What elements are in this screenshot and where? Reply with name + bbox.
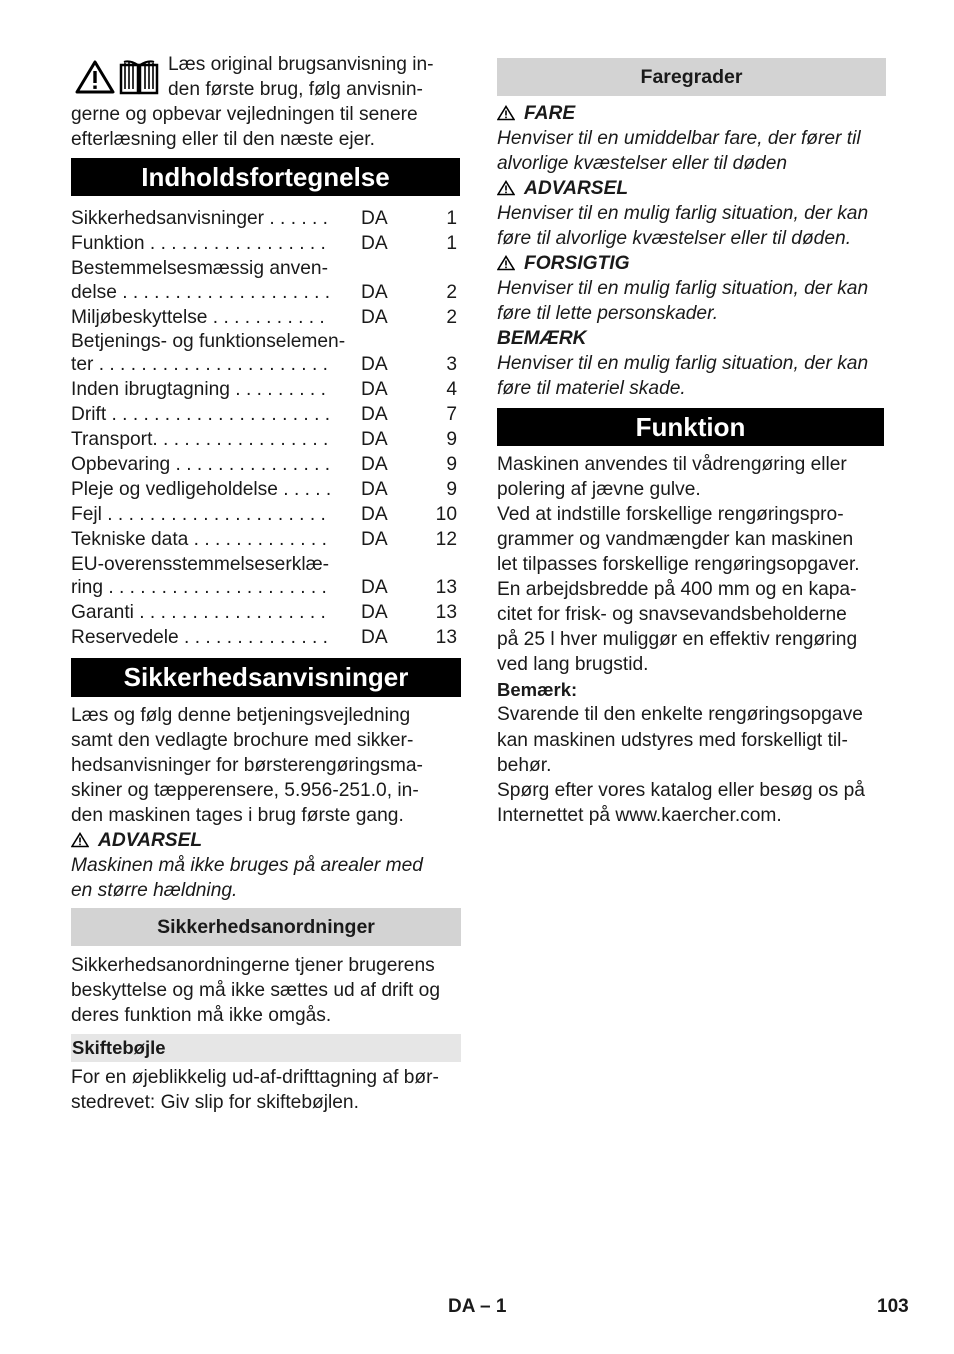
- hazard-heading: Faregrader: [497, 58, 886, 96]
- toc-title: Opbevaring . . . . . . . . . . . . . . .: [71, 454, 331, 475]
- toc-page: 13: [435, 627, 457, 648]
- function-line: polering af jævne gulve.: [497, 479, 701, 500]
- hazard-fare-line: Henviser til en umiddelbar fare, der fører til: [497, 128, 861, 149]
- toc-lang: DA: [361, 602, 388, 623]
- toc-row[interactable]: [71, 502, 461, 527]
- toc-row[interactable]: [71, 352, 461, 377]
- toc-page: 10: [435, 504, 457, 525]
- toc-title: Pleje og vedligeholdelse . . . . .: [71, 479, 332, 500]
- toc-title: Reservedele . . . . . . . . . . . . . .: [71, 627, 328, 648]
- function-line: ved lang brugstid.: [497, 654, 649, 675]
- toc-row[interactable]: [71, 427, 461, 452]
- toc-lang: DA: [361, 379, 388, 400]
- hazard-bemaerk-line: Henviser til en mulig farlig situation, der kan: [497, 353, 869, 374]
- function-line: Maskinen anvendes til vådrengøring eller: [497, 454, 847, 475]
- safety-line: Læs og følg denne betjeningsvejledning: [71, 705, 411, 726]
- forsigtig-label-text: FORSIGTIG: [524, 253, 630, 274]
- switch-line: For en øjeblikkelig ud-af-drifttagning af bør-: [71, 1067, 439, 1088]
- toc-row[interactable]: [71, 329, 461, 354]
- toc-title: Tekniske data . . . . . . . . . . . . .: [71, 529, 327, 550]
- toc-row[interactable]: [71, 256, 461, 281]
- toc-lang: DA: [361, 429, 388, 450]
- toc-lang: DA: [361, 627, 388, 648]
- function-heading: Funktion: [497, 408, 884, 446]
- intro-line: den første brug, følg anvisnin-: [168, 79, 423, 100]
- safety-devices-line: deres funktion må ikke omgås.: [71, 1005, 332, 1026]
- toc-lang: DA: [361, 529, 388, 550]
- toc-page: 1: [446, 208, 457, 229]
- toc-page: 12: [435, 529, 457, 550]
- toc-row[interactable]: [71, 305, 461, 330]
- toc-row[interactable]: [71, 377, 461, 402]
- function-note-line: kan maskinen udstyres med forskelligt til-: [497, 730, 848, 751]
- function-line: på 25 l hver muliggør en effektiv rengøring: [497, 629, 858, 650]
- manual-book-icon: [117, 58, 161, 96]
- toc-page: 1: [446, 233, 457, 254]
- toc-lang: DA: [361, 354, 388, 375]
- warning-triangle-icon: [497, 180, 515, 196]
- function-line: En arbejdsbredde på 400 mm og en kapa-: [497, 579, 857, 600]
- function-note-line: Svarende til den enkelte rengøringsopgave: [497, 704, 863, 725]
- function-line: grammer og vandmængder kan maskinen: [497, 529, 854, 550]
- function-line: Ved at indstille forskellige rengøringspro-: [497, 504, 844, 525]
- hazard-advarsel-line: Henviser til en mulig farlig situation, der kan: [497, 203, 869, 224]
- hazard-bemaerk-label: BEMÆRK: [497, 328, 587, 349]
- intro-line: gerne og opbevar vejledningen til senere: [71, 104, 418, 125]
- toc-lang: DA: [361, 208, 388, 229]
- hazard-fare-line: alvorlige kvæstelser eller til døden: [497, 153, 788, 174]
- safety-heading: Sikkerhedsanvisninger: [71, 658, 461, 697]
- toc-title: Bestemmelsesmæssig anven-: [71, 258, 328, 279]
- toc-row[interactable]: [71, 280, 461, 305]
- safety-line: samt den vedlagte brochure med sikker-: [71, 730, 414, 751]
- toc-row[interactable]: [71, 625, 461, 650]
- toc-page: 9: [446, 429, 457, 450]
- toc-title: ter . . . . . . . . . . . . . . . . . . . . . .: [71, 354, 328, 375]
- switch-line: stedrevet: Giv slip for skiftebøjlen.: [71, 1092, 359, 1113]
- toc-title: Miljøbeskyttelse . . . . . . . . . . .: [71, 307, 325, 328]
- warning-triangle-icon: [75, 60, 115, 94]
- safety-devices-heading: Sikkerhedsanordninger: [71, 908, 461, 946]
- toc-title: ring . . . . . . . . . . . . . . . . . . . . .: [71, 577, 327, 598]
- toc-row[interactable]: [71, 600, 461, 625]
- toc-title: Sikkerhedsanvisninger . . . . . .: [71, 208, 329, 229]
- toc-lang: DA: [361, 233, 388, 254]
- toc-row[interactable]: [71, 452, 461, 477]
- hazard-advarsel-label: [497, 176, 628, 201]
- toc-row[interactable]: [71, 575, 461, 600]
- toc-lang: DA: [361, 454, 388, 475]
- toc-page: 9: [446, 454, 457, 475]
- toc-row[interactable]: [71, 231, 461, 256]
- hazard-forsigtig-label: [497, 251, 630, 276]
- function-note-line: behør.: [497, 755, 552, 776]
- toc-row[interactable]: [71, 206, 461, 231]
- intro-line: efterlæsning eller til den næste ejer.: [71, 129, 375, 150]
- toc-title: Betjenings- og funktionselemen-: [71, 331, 346, 352]
- toc-page: 13: [435, 602, 457, 623]
- hazard-bemaerk-line: føre til materiel skade.: [497, 378, 686, 399]
- switch-heading: Skiftebøjle: [71, 1034, 461, 1062]
- toc-title: Drift . . . . . . . . . . . . . . . . . . . . .: [71, 404, 331, 425]
- warning-triangle-icon: [497, 105, 515, 121]
- toc-lang: DA: [361, 282, 388, 303]
- hazard-fare-label: [497, 101, 575, 126]
- toc-page: 3: [446, 354, 457, 375]
- warning-triangle-icon: [497, 255, 515, 271]
- toc-title: Garanti . . . . . . . . . . . . . . . . . .: [71, 602, 326, 623]
- toc-title: Funktion . . . . . . . . . . . . . . . . .: [71, 233, 326, 254]
- footer-section-label: DA – 1: [448, 1296, 507, 1317]
- toc-page: 9: [446, 479, 457, 500]
- toc-page: 4: [446, 379, 457, 400]
- toc-lang: DA: [361, 479, 388, 500]
- toc-title: EU-overensstemmelseserklæ-: [71, 554, 330, 575]
- safety-warning-line: en større hældning.: [71, 880, 238, 901]
- safety-line: skiner og tæpperensere, 5.956-251.0, in-: [71, 780, 419, 801]
- function-line: citet for frisk- og snavsevandsbeholderne: [497, 604, 847, 625]
- fare-label-text: FARE: [524, 103, 576, 124]
- toc-row[interactable]: [71, 402, 461, 427]
- toc-lang: DA: [361, 307, 388, 328]
- toc-page: 13: [435, 577, 457, 598]
- intro-line: Læs original brugsanvisning in-: [168, 54, 434, 75]
- toc-page: 7: [446, 404, 457, 425]
- toc-page: 2: [446, 307, 457, 328]
- warning-label-text: ADVARSEL: [98, 830, 203, 851]
- safety-line: den maskinen tages i brug første gang.: [71, 805, 404, 826]
- toc-row[interactable]: [71, 527, 461, 552]
- function-line: let tilpasses forskellige rengøringsopgaver.: [497, 554, 860, 575]
- safety-warning-line: Maskinen må ikke bruges på arealer med: [71, 855, 423, 876]
- hazard-forsigtig-line: føre til lette personskader.: [497, 303, 719, 324]
- safety-line: hedsanvisninger for børsterengøringsma-: [71, 755, 423, 776]
- toc-lang: DA: [361, 577, 388, 598]
- toc-row[interactable]: [71, 477, 461, 502]
- function-note-label: Bemærk:: [497, 679, 578, 700]
- function-note-line: Spørg efter vores katalog eller besøg os på: [497, 780, 865, 801]
- safety-warning-label: [71, 828, 202, 853]
- advarsel-label-text: ADVARSEL: [524, 178, 629, 199]
- toc-lang: DA: [361, 404, 388, 425]
- warning-triangle-icon: [71, 832, 89, 848]
- toc-title: Fejl . . . . . . . . . . . . . . . . . . . . .: [71, 504, 326, 525]
- toc-title: Inden ibrugtagning . . . . . . . . .: [71, 379, 326, 400]
- function-note-line: Internettet på www.kaercher.com.: [497, 805, 782, 826]
- toc-row[interactable]: [71, 552, 461, 577]
- safety-devices-line: beskyttelse og må ikke sættes ud af drift og: [71, 980, 441, 1001]
- toc-lang: DA: [361, 504, 388, 525]
- toc-title: delse . . . . . . . . . . . . . . . . . . . .: [71, 282, 331, 303]
- safety-devices-line: Sikkerhedsanordningerne tjener brugerens: [71, 955, 435, 976]
- hazard-advarsel-line: føre til alvorlige kvæstelser eller til døden.: [497, 228, 852, 249]
- footer-page-number: 103: [877, 1296, 909, 1317]
- toc-page: 2: [446, 282, 457, 303]
- toc-heading: Indholdsfortegnelse: [71, 158, 460, 196]
- toc-title: Transport. . . . . . . . . . . . . . . . .: [71, 429, 329, 450]
- hazard-forsigtig-line: Henviser til en mulig farlig situation, der kan: [497, 278, 869, 299]
